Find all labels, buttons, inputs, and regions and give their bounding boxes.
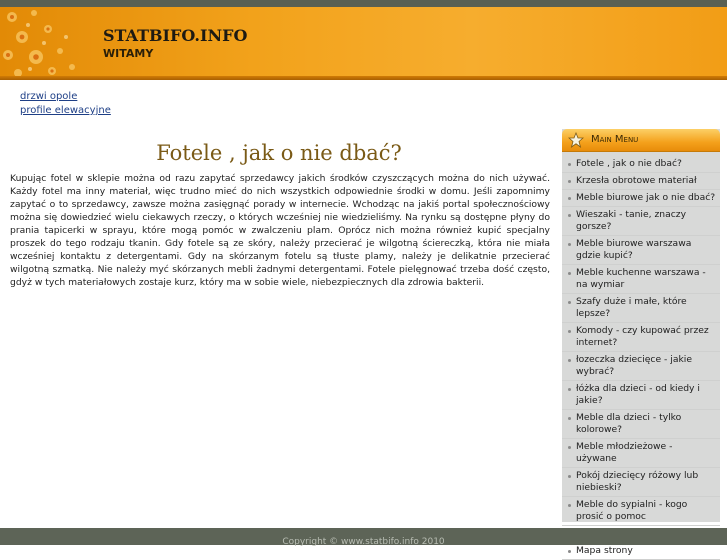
menu-item[interactable]: Meble dla dzieci - tylko kolorowe? xyxy=(562,412,720,439)
site-subtitle: WITAMY xyxy=(103,47,154,60)
menu-item[interactable]: Pokój dziecięcy różowy lub niebieski? xyxy=(562,470,720,497)
link-drzwi-opole[interactable]: drzwi opole xyxy=(20,91,78,102)
main-menu xyxy=(562,152,720,560)
menu-item[interactable]: Komody - czy kupować przez internet? xyxy=(562,325,720,352)
menu-item[interactable]: Meble biurowe warszawa gdzie kupić? xyxy=(562,238,720,265)
copyright-text: Copyright © www.statbifo.info 2010 xyxy=(282,537,445,547)
sidebar-header xyxy=(562,129,720,152)
article-title: Fotele , jak o nie dbać? xyxy=(156,141,402,165)
star-icon xyxy=(568,132,584,148)
menu-item[interactable]: Meble kuchenne warszawa - na wymiar xyxy=(562,267,720,294)
article-body: Kupując fotel w sklepie można od razu zapytać sprzedawcy jakich środków czyszczących można do nich używać. Każdy fotel ma inny materiał, więc trudno mieć do nich wszystkich odpowiednie środki w domu. Jeśli zapomnimy zapytać o to sprzedawcy, zawsze można zasięgnąć porady w internecie. Wchodząc na jakiś portal społecznościowy można się dowiedzieć wielu ciekawych rzeczy, o których wcześniej nie wiedzieliśmy. Na rynku są dostępne płyny do prania tapicerki w sprayu, które mogą pomóc w zwalczeniu plam. Oprócz nich można również kupić specjalny proszek do tego rodzaju tkanin. Gdy fotele są ze skóry, należy przecierać je wilgotną ściereczką, która nie miała wcześniej kontaktu z detergentami. Gdy na skórzanym fotelu są tłuste plamy, należy je delikatnie przecierać wilgotną szmatką. Nie należy myć skórzanych mebli żadnymi detergentami. Fotele pielęgnować trzeba dość często, gdyż w tych materiałowych zostaje kurz, który ma w sobie wiele, niebezpiecznych dla zdrowia bakterii. xyxy=(10,173,550,288)
menu-item[interactable]: łozeczka dziecięce - jakie wybrać? xyxy=(562,354,720,381)
menu-item[interactable]: Meble młodzieżowe - używane xyxy=(562,441,720,468)
flower-pattern-icon xyxy=(0,7,96,80)
site-title: STATBIFO.INFO xyxy=(103,26,248,45)
menu-item[interactable]: Krzesła obrotowe materiał xyxy=(562,175,720,190)
menu-item[interactable]: Wieszaki - tanie, znaczy gorsze? xyxy=(562,209,720,236)
top-bar xyxy=(0,0,727,7)
menu-item[interactable]: Meble biurowe jak o nie dbać? xyxy=(562,192,720,207)
menu-item[interactable]: łóżka dla dzieci - od kiedy i jakie? xyxy=(562,383,720,410)
site-header xyxy=(0,7,727,80)
menu-item[interactable]: Mapa strony xyxy=(562,545,720,560)
link-profile-elewacyjne[interactable]: profile elewacyjne xyxy=(20,105,111,116)
footer xyxy=(0,528,727,545)
menu-item[interactable]: Meble do sypialni - kogo prosić o pomoc xyxy=(562,499,720,526)
top-links xyxy=(20,90,111,118)
menu-item[interactable]: Fotele , jak o nie dbać? xyxy=(562,158,720,173)
menu-item[interactable]: Szafy duże i małe, które lepsze? xyxy=(562,296,720,323)
sidebar-title: Main Menu xyxy=(591,134,639,145)
sidebar xyxy=(562,129,720,556)
